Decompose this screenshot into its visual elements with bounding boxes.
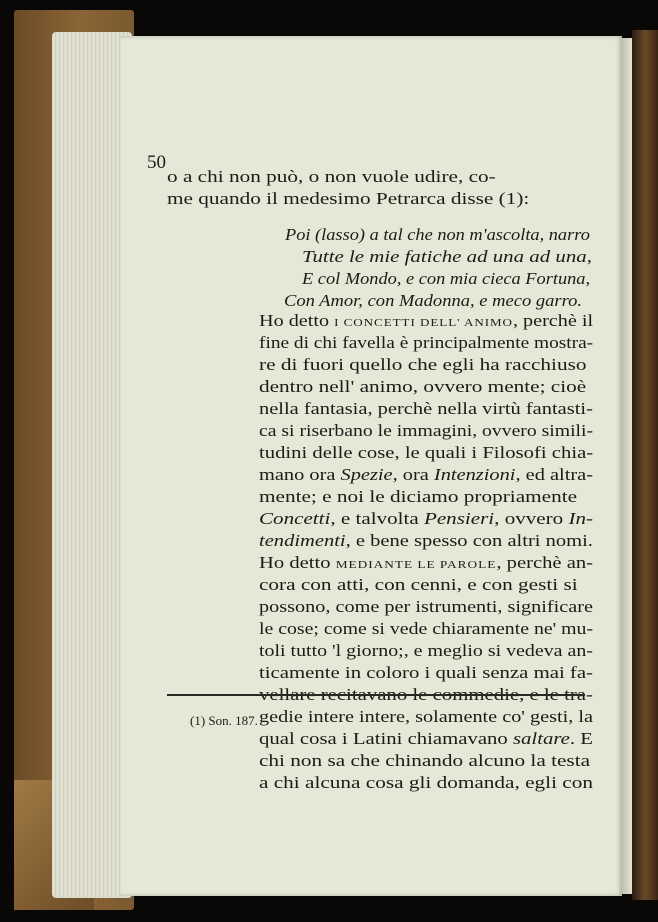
verse-line: [284, 292, 582, 309]
text-line: [259, 466, 593, 483]
text-segment: , perchè il: [512, 311, 594, 330]
text-segment: re di fuori quello che egli ha racchiuso: [259, 355, 587, 374]
text-segment: , e bene spesso con altri nomi.: [345, 531, 593, 550]
text-segment: Ho detto: [259, 311, 335, 330]
text-line: [167, 168, 496, 185]
text-segment: , e talvolta: [330, 509, 424, 528]
text-line: [259, 378, 586, 395]
verse-line: [302, 270, 590, 287]
text-line: [259, 532, 593, 549]
text-line: [167, 190, 529, 207]
text-segment: possono, come per istrumenti, significare: [259, 597, 594, 616]
text-segment: Intenzioni: [433, 465, 516, 484]
text-segment: , perchè an-: [496, 553, 594, 572]
text-segment: toli tutto 'l giorno;, e meglio si vedeva an-: [259, 641, 593, 660]
text-segment: . E: [569, 729, 593, 748]
text-line: [259, 444, 593, 461]
text-segment: In-: [568, 509, 594, 528]
text-line: [259, 576, 578, 593]
text-segment: gedie intere intere, solamente co' gesti, la: [259, 707, 593, 726]
text-segment: Con Amor, con Madonna, e meco garro.: [284, 291, 583, 310]
text-segment: mano ora: [259, 465, 341, 484]
text-segment: fine di chi favella è principalmente mostra-: [259, 333, 594, 352]
text-segment: tendimenti: [259, 531, 346, 550]
footnote-rule: [167, 694, 585, 696]
text-line: [259, 312, 593, 329]
text-segment: Pensieri: [423, 509, 495, 528]
text-line: [259, 334, 593, 351]
text-line: [259, 488, 577, 505]
text-segment: Concetti: [259, 509, 331, 528]
text-segment: Poi (lasso) a tal che non m'ascolta, narro: [285, 225, 590, 244]
text-line: [259, 554, 593, 571]
text-segment: me quando il medesimo Petrarca disse (1):: [167, 189, 530, 208]
text-line: [259, 752, 590, 769]
text-line: [259, 642, 593, 659]
text-line: [259, 730, 593, 747]
page-number: 50: [147, 152, 166, 173]
text-line: [259, 708, 593, 725]
text-segment: , ed altra-: [515, 465, 593, 484]
text-line: [259, 774, 593, 791]
text-segment: qual cosa i Latini chiamavano: [259, 729, 513, 748]
text-segment: tudini delle cose, le quali i Filosofi chia-: [259, 443, 594, 462]
text-segment: ticamente in coloro i quali senza mai fa-: [259, 663, 593, 682]
text-segment: chi non sa che chinando alcuno la testa: [259, 751, 591, 770]
verse-line: [285, 226, 590, 243]
text-segment: E col Mondo, e con mia cieca Fortuna,: [302, 269, 591, 288]
text-segment: MEDIANTE LE PAROLE: [335, 559, 497, 571]
text-line: [259, 422, 593, 439]
text-segment: , ora: [392, 465, 434, 484]
text-segment: Ho detto: [259, 553, 336, 572]
verse-line: [302, 248, 592, 265]
text-line: [259, 664, 593, 681]
text-segment: , ovvero: [494, 509, 569, 528]
text-segment: Spezie: [340, 465, 393, 484]
text-line: [259, 598, 593, 615]
text-segment: I CONCETTI DELL' ANIMO: [334, 317, 513, 329]
text-segment: o a chi non può, o non vuole udire, co-: [167, 167, 496, 186]
text-segment: saltare: [512, 729, 570, 748]
text-segment: Tutte le mie fatiche ad una ad una,: [302, 247, 592, 266]
text-line: [259, 400, 593, 417]
text-segment: cora con atti, con cenni, e con gesti si: [259, 575, 578, 594]
text-segment: dentro nell' animo, ovvero mente; cioè: [259, 377, 587, 396]
footnote: (1) Son. 187.: [190, 713, 258, 728]
text-segment: ca si riserbano le immagini, ovvero simili-: [259, 421, 594, 440]
text-segment: a chi alcuna cosa gli domanda, egli con: [259, 773, 593, 792]
book-cover-right: [632, 30, 658, 900]
text-segment: le cose; come si vede chiaramente ne' mu-: [259, 619, 594, 638]
text-segment: nella fantasia, perchè nella virtù fantasti-: [259, 399, 593, 418]
text-line: [259, 620, 593, 637]
text-line: [259, 510, 593, 527]
text-segment: vellare recitavano le commedie, e le tra-: [259, 685, 593, 704]
text-segment: mente; e noi le diciamo propriamente: [259, 487, 578, 506]
text-line: [259, 356, 586, 373]
